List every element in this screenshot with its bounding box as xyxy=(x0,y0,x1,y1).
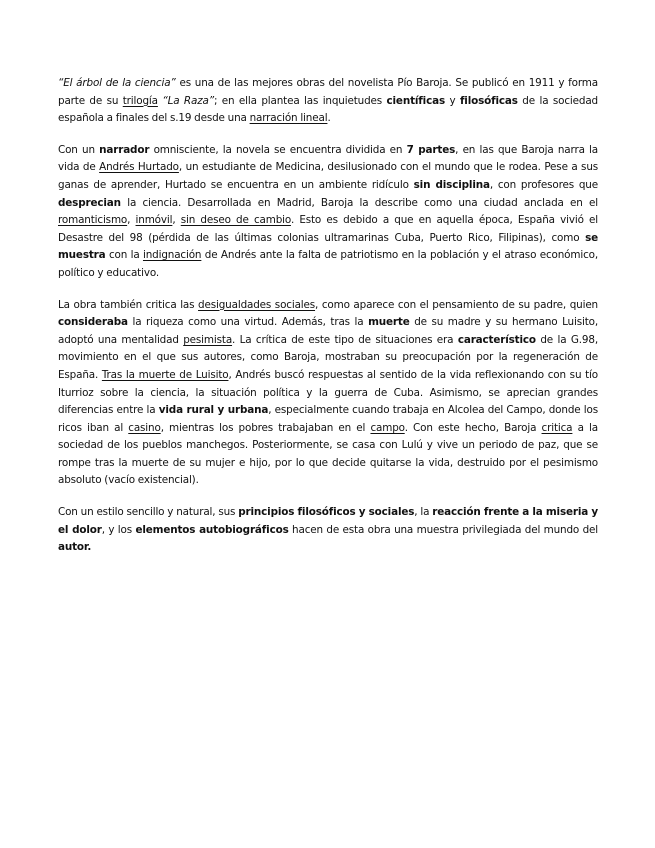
text-run: , en las que Baroja narra la vida de xyxy=(58,143,598,174)
underlined-text: narración lineal xyxy=(249,112,328,125)
bold-text: filosóficas xyxy=(459,94,518,107)
text-run: de la G.98, movimiento en el que sus autores, como Baroja, mostraban su preocupación por la regeneración de España. xyxy=(58,333,598,381)
bold-text: autor. xyxy=(58,541,92,554)
text-run: con la xyxy=(105,249,143,262)
text-run: , Andrés buscó respuestas al sentido de la vida reflexionando con su tío Iturrioz sobre la ciencia, la situación política y la guerra de Cuba. Asimismo, se aprecian grandes diferencias entre la xyxy=(58,368,598,417)
text-run: y xyxy=(445,94,460,107)
text-run: omnisciente, la novela se encuentra dividida en xyxy=(149,143,407,156)
text-run: es una de las mejores obras del novelista Pío Baroja. Se publicó en 1911 y forma parte de su xyxy=(58,77,598,107)
text-run: la ciencia. Desarrollada en Madrid, Baroja la describe como una ciudad anclada en el xyxy=(120,196,598,209)
text-run: , mientras los pobres trabajaban en el xyxy=(160,421,371,434)
text-run: La obra también critica las xyxy=(58,298,199,311)
underlined-text: Tras la muerte de Luisito xyxy=(101,368,229,381)
underlined-text: indignación xyxy=(142,249,202,262)
text-run: de la sociedad española a finales del s.19 desde una xyxy=(58,94,599,125)
bold-text: reacción frente a la miseria y el dolor xyxy=(58,506,598,536)
text-run: . Con este hecho, Baroja xyxy=(404,421,542,434)
bold-text: se muestra xyxy=(58,231,598,262)
text-run: , xyxy=(172,214,181,227)
text-run: Con un estilo sencillo y natural, sus xyxy=(58,506,239,519)
underlined-text: sin deseo de cambio xyxy=(180,214,291,227)
bold-text: elementos autobiográficos xyxy=(135,523,289,536)
bold-text: 7 partes xyxy=(406,143,456,156)
underlined-text: desigualdades sociales xyxy=(198,298,316,311)
text-run: hacen de esta obra una muestra privilegiada del mundo del xyxy=(288,523,598,536)
underlined-text: pesimista xyxy=(183,333,233,346)
underlined-text: inmóvil xyxy=(135,214,173,227)
text-run: , y los xyxy=(101,523,136,536)
text-run: ; en ella plantea las inquietudes xyxy=(213,94,387,107)
italic-title-text: “La Raza” xyxy=(162,94,214,107)
italic-title-text: “El árbol de la ciencia” xyxy=(58,77,176,89)
bold-text: vida rural y urbana xyxy=(158,404,269,417)
text-run: de Andrés ante la falta de patriotismo en la población y el atraso económico, político y educativo. xyxy=(58,249,598,279)
underlined-text: critica xyxy=(541,421,573,434)
document-page xyxy=(58,75,598,571)
text-run: , xyxy=(127,214,136,227)
bold-text: muerte xyxy=(368,316,410,329)
text-run: . La crítica de este tipo de situaciones era xyxy=(232,333,458,346)
paragraph-conclusion xyxy=(58,504,598,557)
bold-text: sin disciplina xyxy=(413,178,490,191)
bold-text: narrador xyxy=(99,143,150,156)
text-run: , un estudiante de Medicina, desilusionado con el mundo que le rodea. Pese a sus ganas de aprender, Hurtado se encuentra en un ambiente ridículo xyxy=(58,161,599,191)
underlined-text: trilogía xyxy=(122,94,158,107)
text-run: , como aparece con el pensamiento de su padre, quien xyxy=(315,298,598,311)
paragraph-intro xyxy=(58,75,598,128)
bold-text: científicas xyxy=(386,94,445,107)
text-run: Con un xyxy=(58,143,100,156)
bold-text: consideraba xyxy=(58,316,128,329)
paragraph-social-critique xyxy=(58,297,598,491)
text-run: , especialmente cuando trabaja en Alcolea del Campo, donde los ricos iban al xyxy=(58,404,598,434)
text-run: , la xyxy=(414,506,433,519)
underlined-text: Andrés Hurtado xyxy=(99,161,179,174)
text-run: a la sociedad de los pueblos manchegos. Posteriormente, se casa con Lulú y vive un periodo de paz, que se rompe tras la muerte de su mujer e hijo, por lo que decide quitarse la vida, destruido por el pesimismo absoluto (vacío existencial). xyxy=(58,421,598,487)
text-run: de su madre y su hermano Luisito, adoptó una mentalidad xyxy=(58,316,598,346)
underlined-text: casino xyxy=(128,421,161,434)
underlined-text: romanticismo xyxy=(58,214,128,227)
paragraph-narrator xyxy=(58,142,598,283)
text-run: . xyxy=(327,112,331,125)
text-run: , con profesores que xyxy=(489,178,598,191)
bold-text: característico xyxy=(457,333,536,346)
bold-text: desprecian xyxy=(58,196,121,209)
bold-text: principios filosóficos y sociales xyxy=(238,506,415,519)
text-run: la riqueza como una virtud. Además, tras la xyxy=(127,316,369,329)
text-run: . Esto es debido a que en aquella época, España vivió el Desastre del 98 (pérdida de las últimas colonias ultramarinas Cuba, Puerto Rico, Filipinas), como xyxy=(58,214,598,244)
underlined-text: campo xyxy=(370,421,405,434)
